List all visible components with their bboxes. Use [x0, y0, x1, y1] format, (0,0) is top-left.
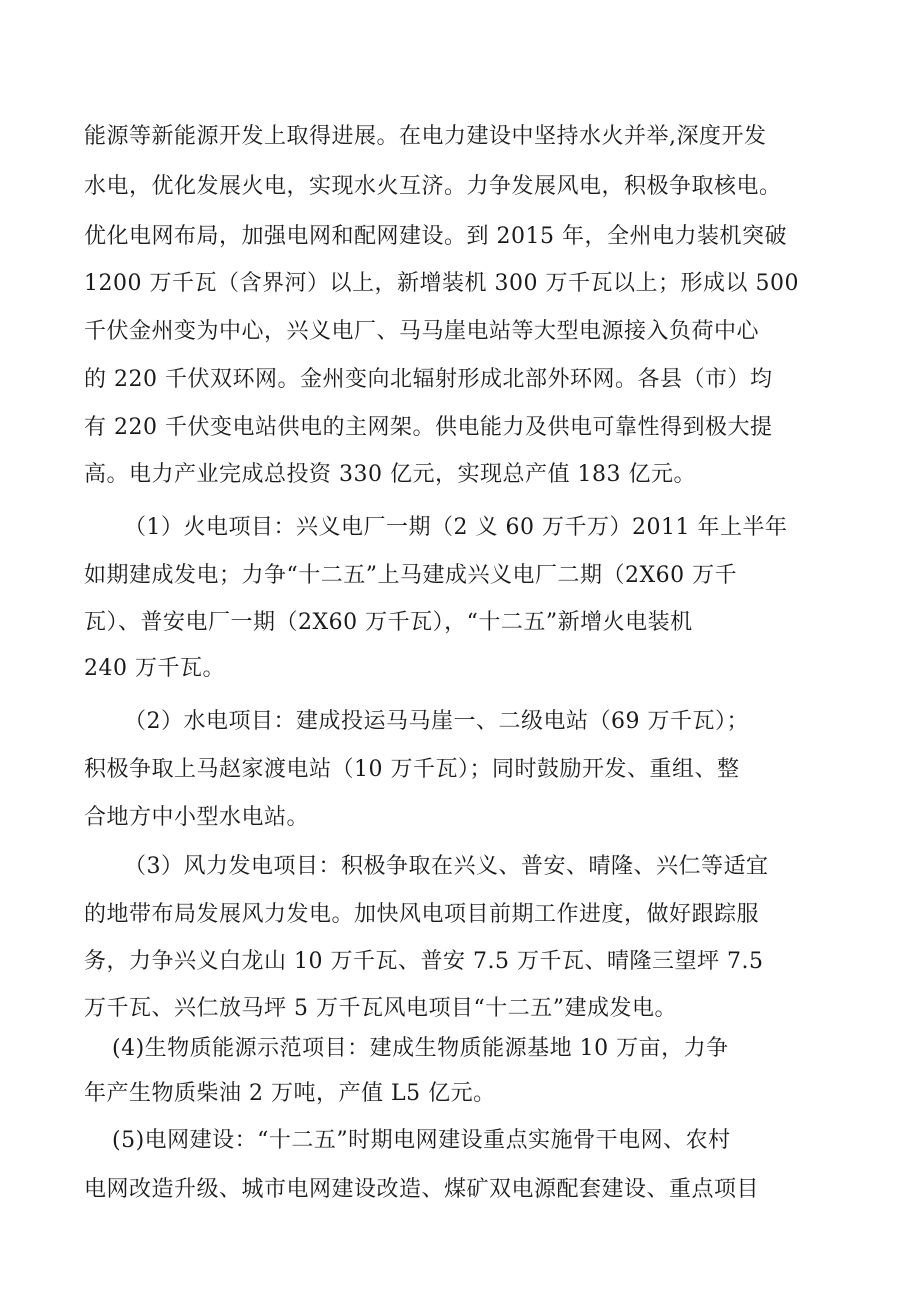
text-line: 1200 万千瓦（含界河）以上，新增装机 300 万千瓦以上；形成以 500 — [84, 271, 799, 296]
text-line: 如期建成发电；力争“十二五”上马建成兴义电厂二期（2X60 万千 — [84, 563, 738, 588]
text-line: 高。电力产业完成总投资 330 亿元，实现总产值 183 亿元。 — [84, 462, 696, 487]
text-line: 的地带布局发展风力发电。加快风电项目前期工作进度，做好跟踪服 — [84, 902, 760, 927]
text-line: 积极争取上马赵家渡电站（10 万千瓦）；同时鼓励开发、重组、整 — [84, 757, 740, 782]
text-line: 瓦）、普安电厂一期（2X60 万千瓦），“十二五”新增火电装机 — [84, 610, 693, 635]
paragraph-wind-power: （3）风力发电项目：积极争取在兴义、普安、晴隆、兴仁等适宜 — [124, 854, 769, 879]
text-line: 的 220 千伏双环网。金州变向北辐射形成北部外环网。各县（市）均 — [84, 367, 773, 392]
text-line: 万千瓦、兴仁放马坪 5 万千瓦风电项目“十二五”建成发电。 — [84, 996, 677, 1021]
text-line: 年产生物质柴油 2 万吨，产值 L5 亿元。 — [84, 1081, 496, 1106]
text-line: 能源等新能源开发上取得进展。在电力建设中坚持水火并举,深度开发 — [84, 124, 767, 149]
paragraph-hydro-power: （2）水电项目：建成投运马马崖一、二级电站（69 万千瓦）； — [124, 709, 749, 734]
text-line: 千伏金州变为中心，兴义电厂、马马崖电站等大型电源接入负荷中心 — [84, 319, 760, 344]
text-line: 务，力争兴义白龙山 10 万千瓦、普安 7.5 万千瓦、晴隆三望坪 7.5 — [84, 949, 764, 974]
text-line: 水电，优化发展火电，实现水火互济。力争发展风电，积极争取核电。 — [84, 174, 782, 199]
paragraph-biomass: (4)生物质能源示范项目：建成生物质能源基地 10 万亩，力争 — [112, 1036, 729, 1061]
text-line: 电网改造升级、城市电网建设改造、煤矿双电源配套建设、重点项目 — [84, 1177, 760, 1202]
paragraph-grid-construction: (5)电网建设：“十二五”时期电网建设重点实施骨干电网、农村 — [112, 1128, 731, 1153]
text-line: 有 220 千伏变电站供电的主网架。供电能力及供电可靠性得到极大提 — [84, 415, 773, 440]
text-line: 合地方中小型水电站。 — [84, 805, 310, 830]
text-line: 240 万千瓦。 — [84, 656, 225, 681]
paragraph-thermal-power: （1）火电项目：兴义电厂一期（2 义 60 万千万）2011 年上半年 — [124, 515, 788, 540]
text-line: 优化电网布局，加强电网和配网建设。到 2015 年，全州电力装机突破 — [84, 224, 787, 249]
